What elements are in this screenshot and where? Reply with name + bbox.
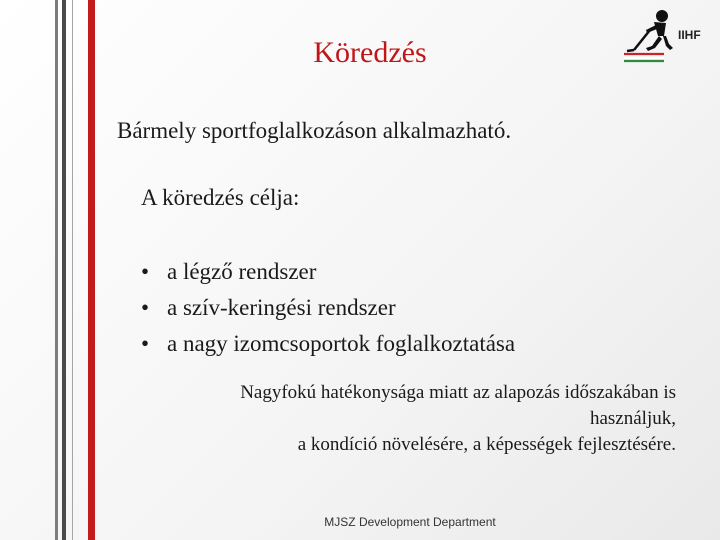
list-item-text: a szív-keringési rendszer xyxy=(167,295,396,320)
bullet-icon: • xyxy=(141,331,150,356)
decorative-stripe-red xyxy=(88,0,95,540)
hockey-player-icon xyxy=(622,6,678,66)
slide-subtitle: Bármely sportfoglalkozáson alkalmazható. xyxy=(117,118,512,143)
paragraph-line: Nagyfokú hatékonysága miatt az alapozás időszakában is xyxy=(240,382,676,403)
bullet-icon: • xyxy=(141,295,150,320)
list-item-text: a légző rendszer xyxy=(167,259,317,284)
slide-footer: MJSZ Development Department xyxy=(324,515,496,529)
decorative-stripe xyxy=(62,0,66,540)
decorative-stripe xyxy=(72,0,73,540)
goal-heading: A köredzés célja: xyxy=(141,185,300,210)
paragraph-line: a kondíció növelésére, a képességek fejlesztésére. xyxy=(297,434,676,455)
iihf-logo xyxy=(622,6,712,66)
slide-title: Köredzés xyxy=(313,36,427,69)
list-item xyxy=(141,290,515,326)
logo-text: IIHF xyxy=(678,28,701,42)
list-item xyxy=(141,326,515,362)
bullet-icon: • xyxy=(141,259,150,284)
goal-list xyxy=(141,254,515,362)
list-item-text: a nagy izomcsoportok foglalkoztatása xyxy=(167,331,516,356)
paragraph-line: használjuk, xyxy=(589,408,676,429)
description-paragraph xyxy=(110,380,676,458)
decorative-stripe xyxy=(55,0,58,540)
list-item xyxy=(141,254,515,290)
